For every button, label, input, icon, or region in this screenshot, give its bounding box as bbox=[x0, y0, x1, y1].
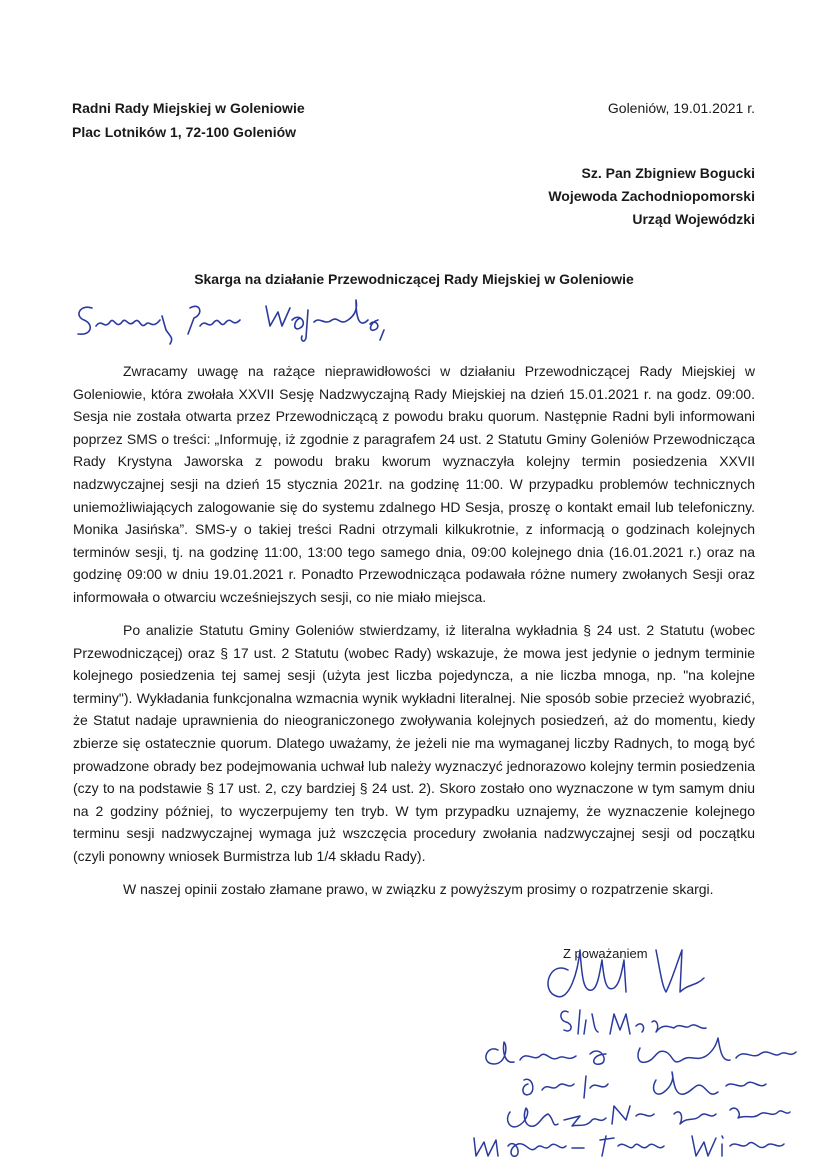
paragraph-2-text: Po analizie Statutu Gminy Goleniów stwierdzamy, iż literalna wykładnia § 24 ust. 2 Statutu (wobec Przewodniczącej) oraz § 17 ust. 2 Statutu (wobec Rady) wskazuje, że mowa jest jedynie o jednym terminie kolejnego posiedzenia tej samej sesji (użyta jest liczba pojedyncza, a nie liczba mnoga, np. "na kolejne terminy"). Wykładania funkcjonalna wzmacnia wynik wykładni literalnej. Nie sposób sobie przecież wyobrazić, że Statut nadaje uprawnienia do nieograniczonego zwoływania kolejnych posiedzeń, aż do momentu, kiedy zbierze się ostatecznie quorum. Dlatego uważamy, że jeżeli nie ma wymaganej liczby Radnych, to mogą być prowadzone obrady bez podejmowania uchwał lub należy wyznaczyć jednorazowo kolejny termin posiedzenia (czy to na podstawie § 17 ust. 2, czy bardziej § 24 ust. 2). Skoro zostało ono wyznaczone w tym samym dniu na 2 godziny później, to wyczerpujemy ten tryb. W tym przypadku uznajemy, że wyznaczenie kolejnego terminu sesji nadzwyczajnej wymaga już wszczęcia procedury zwołania nadzwyczajnej sesji od początku (czyli ponowny wniosek Burmistrza lub 1/4 składu Rady). bbox=[73, 622, 755, 864]
recipient-title: Wojewoda Zachodniopomorski bbox=[548, 188, 755, 204]
paragraph-1-text: Zwracamy uwagę na rażące nieprawidłowości w działaniu Przewodniczącej Rady Miejskiej w Goleniowie, która zwołała XXVII Sesję Nadzwyczajną Rady Miejskiej na dzień 15.01.2021 r. na godz. 09:00. Sesja nie została otwarta przez Przewodniczącą z powodu braku quorum. Następnie Radni byli informowani poprzez SMS o treści: „Informuję, iż zgodnie z paragrafem 24 ust. 2 Statutu Gminy Goleniów Przewodnicząca Rady Krystyna Jaworska z powodu braku kworum wyznaczyła kolejny termin posiedzenia XXVII nadzwyczajnej sesji na dzień 15 stycznia 2021r. na godzinę 11:00. W przypadku problemów technicznych uniemożliwiających zalogowanie się do systemu zdalnego HD Sesja, proszę o kontakt email lub telefoniczny. Monika Jasińska”. SMS-y o takiej treści Radni otrzymali kilkukrotnie, z informacją o godzinach kolejnych terminów sesji, tj. na godzinę 11:00, 13:00 tego samego dnia, 09:00 kolejnego dnia (16.01.2021 r.) oraz na godzinę 09:00 w dniu 19.01.2021 r. Ponadto Przewodnicząca podawała różne numery zwołanych Sesji oraz informowała o otwarciu wcześniejszych sesji, co nie miało miejsca. bbox=[73, 363, 755, 605]
handwritten-signatures bbox=[460, 930, 820, 1160]
recipient-office: Urząd Wojewódzki bbox=[632, 211, 755, 227]
closing-phrase: Z poważaniem bbox=[563, 946, 648, 961]
paragraph-3 bbox=[73, 878, 755, 901]
paragraph-2 bbox=[73, 619, 755, 868]
recipient-name: Sz. Pan Zbigniew Bogucki bbox=[581, 165, 755, 181]
recipient-block bbox=[548, 162, 755, 231]
sender-address: Plac Lotników 1, 72-100 Goleniów bbox=[72, 124, 297, 140]
sender-block bbox=[72, 96, 305, 144]
sender-name: Radni Rady Miejskiej w Goleniowie bbox=[72, 100, 305, 116]
letter-date: Goleniów, 19.01.2021 r. bbox=[607, 100, 755, 116]
letter-subject: Skarga na działanie Przewodniczącej Rady Miejskiej w Goleniowie bbox=[194, 271, 634, 287]
paragraph-3-text: W naszej opinii zostało złamane prawo, w związku z powyższym prosimy o rozpatrzenie skargi. bbox=[123, 881, 714, 897]
handwritten-salutation bbox=[70, 290, 410, 350]
paragraph-1 bbox=[73, 360, 755, 609]
